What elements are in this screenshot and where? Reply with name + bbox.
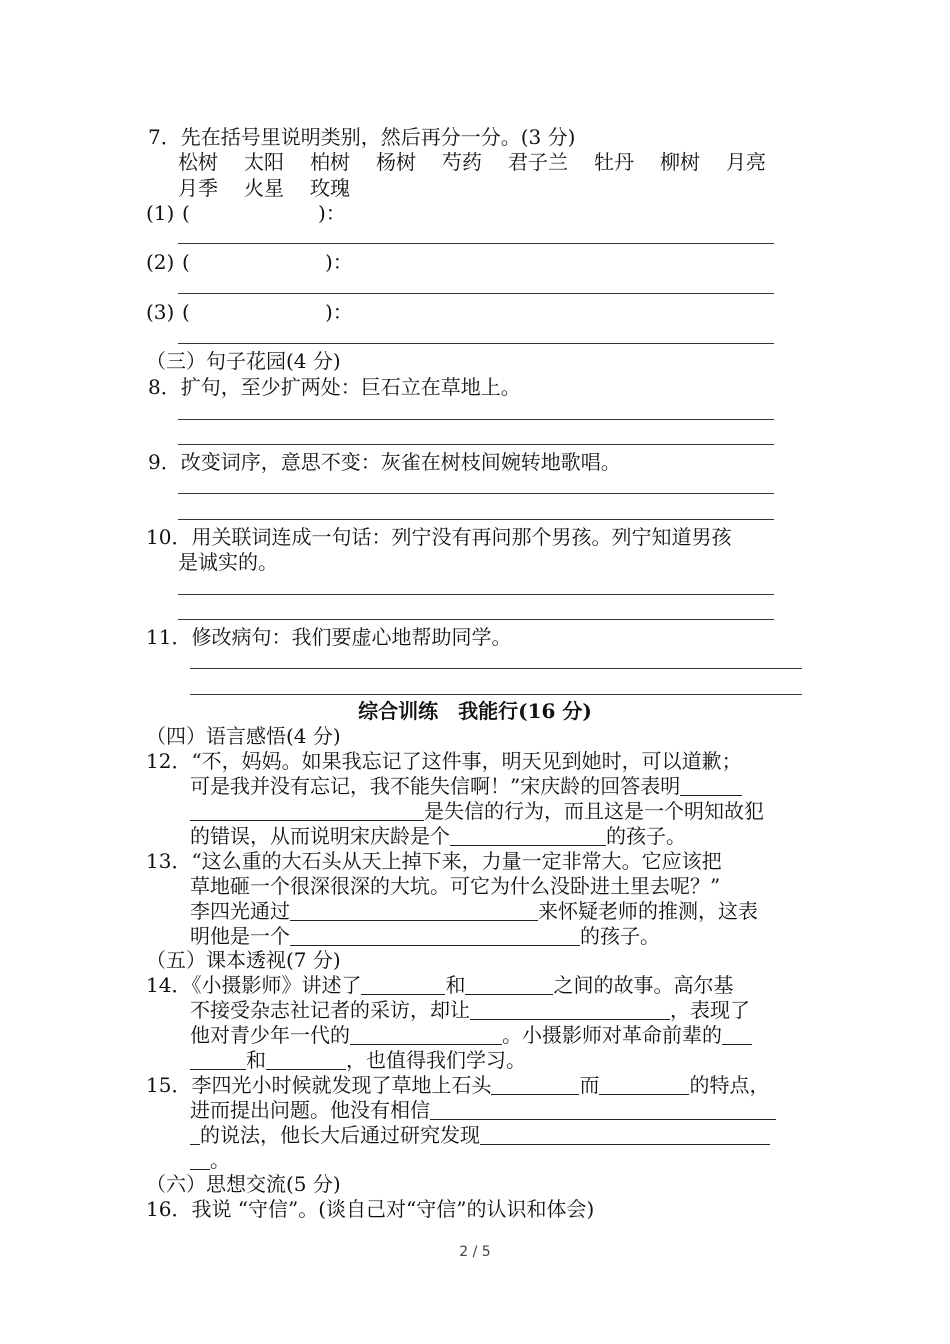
word: 杨树 xyxy=(376,150,416,174)
q12-line4a: 的错误，从而说明宋庆龄是个 xyxy=(190,824,450,848)
q12-line4b: 的孩子。 xyxy=(606,824,686,848)
fill-blank[interactable] xyxy=(190,1124,200,1145)
answer-line[interactable] xyxy=(178,293,774,294)
q14-line2a: 不接受杂志社记者的采访，却让 xyxy=(190,998,470,1022)
word: 芍药 xyxy=(442,150,482,174)
paren-close: )： xyxy=(325,250,353,274)
q12-line1: 12．“不，妈妈。如果我忘记了这件事，明天见到她时，可以道歉； xyxy=(146,749,742,773)
q15-line4 xyxy=(190,1147,230,1173)
q14-line4a: 和 xyxy=(246,1048,266,1072)
fill-blank[interactable] xyxy=(290,900,538,921)
answer-line[interactable] xyxy=(178,444,774,445)
q14-line2b: ，表现了 xyxy=(670,998,750,1022)
q12-line4 xyxy=(190,823,686,849)
q13-line3b: 来怀疑老师的推测，这表 xyxy=(538,899,758,923)
paren-close: )： xyxy=(318,201,346,225)
q8-text: 8．扩句，至少扩两处：巨石立在草地上。 xyxy=(148,375,521,399)
word: 太阳 xyxy=(244,150,284,174)
fill-blank[interactable] xyxy=(599,1074,689,1095)
q12-line2-text: 可是我并没有忘记，我不能失信啊！”宋庆龄的回答表明 xyxy=(190,774,681,798)
q7-words-row2 xyxy=(178,175,376,201)
answer-line[interactable] xyxy=(178,343,774,344)
word: 火星 xyxy=(244,176,284,200)
section-3-title: （三）句子花园(4 分) xyxy=(146,349,341,373)
q13-line4a: 明他是一个 xyxy=(190,924,290,948)
paren-open: ( xyxy=(182,250,190,274)
fill-blank[interactable] xyxy=(350,1024,502,1045)
q15-line1a: 15．李四光小时候就发现了草地上石头 xyxy=(146,1073,492,1097)
q14-line1 xyxy=(146,972,733,998)
page-number: 2 / 5 xyxy=(459,1244,491,1260)
section-6-title: （六）思想交流(5 分) xyxy=(146,1172,341,1196)
fill-blank[interactable] xyxy=(361,974,445,995)
q15-line1c: 的特点， xyxy=(689,1073,770,1097)
word: 玫瑰 xyxy=(310,176,350,200)
answer-line[interactable] xyxy=(178,419,774,420)
paren-open: ( xyxy=(182,201,190,225)
q14-line4 xyxy=(190,1047,526,1073)
fill-blank[interactable] xyxy=(680,775,742,796)
q7-sub3-label: (3) xyxy=(146,300,175,324)
q16-text: 16．我说 “守信”。(谈自己对“守信”的认识和体会) xyxy=(146,1197,595,1221)
fill-blank[interactable] xyxy=(465,974,553,995)
q15-line1 xyxy=(146,1072,769,1098)
answer-line[interactable] xyxy=(178,594,774,595)
q15-line3-text: 的说法，他长大后通过研究发现 xyxy=(200,1123,480,1147)
q13-line4b: 的孩子。 xyxy=(580,924,660,948)
q15-line4-text: 。 xyxy=(210,1148,230,1172)
paren-open: ( xyxy=(182,300,190,324)
word: 月季 xyxy=(178,176,218,200)
fill-blank[interactable] xyxy=(266,1049,346,1070)
q11-text: 11．修改病句：我们要虚心地帮助同学。 xyxy=(146,625,512,649)
q7-words-row1 xyxy=(178,149,792,175)
word: 柳树 xyxy=(660,150,700,174)
word: 柏树 xyxy=(310,150,350,174)
answer-line[interactable] xyxy=(178,619,774,620)
q14-line3b: 。小摄影师对革命前辈的 xyxy=(502,1023,722,1047)
q14-line1c: 之间的故事。高尔基 xyxy=(553,973,734,997)
fill-blank[interactable] xyxy=(190,1149,210,1170)
answer-line[interactable] xyxy=(178,493,774,494)
q12-line3-text: 是失信的行为，而且这是一个明知故犯 xyxy=(424,799,764,823)
fill-blank[interactable] xyxy=(480,1124,770,1145)
q7-sub1-label: (1) xyxy=(146,201,175,225)
fill-blank[interactable] xyxy=(290,925,580,946)
paren-close: )： xyxy=(325,300,353,324)
answer-line[interactable] xyxy=(178,519,774,520)
answer-line[interactable] xyxy=(190,694,802,695)
q15-line1b: 而 xyxy=(579,1073,600,1097)
answer-line[interactable] xyxy=(190,668,802,669)
q10-line2: 是诚实的。 xyxy=(178,550,278,574)
fill-blank[interactable] xyxy=(450,825,606,846)
section-4-title: （四）语言感悟(4 分) xyxy=(146,724,341,748)
q14-line1b: 和 xyxy=(445,973,466,997)
q13-line3a: 李四光通过 xyxy=(190,899,290,923)
q14-line4b: ，也值得我们学习。 xyxy=(346,1048,526,1072)
q14-line1a: 14．《小摄影师》讲述了 xyxy=(146,973,362,997)
q14-line2 xyxy=(190,997,750,1023)
answer-line[interactable] xyxy=(178,243,774,244)
q13-line3 xyxy=(190,898,758,924)
fill-blank[interactable] xyxy=(470,999,670,1020)
word: 松树 xyxy=(178,150,218,174)
fill-blank[interactable] xyxy=(722,1024,752,1045)
q7-sub2-label: (2) xyxy=(146,250,175,274)
q10-line1: 10．用关联词连成一句话：列宁没有再问那个男孩。列宁知道男孩 xyxy=(146,525,732,549)
q14-line3 xyxy=(190,1022,752,1048)
fill-blank[interactable] xyxy=(190,800,424,821)
q13-line1: 13．“这么重的大石头从天上掉下来，力量一定非常大。它应该把 xyxy=(146,849,722,873)
q15-line2-text: 进而提出问题。他没有相信 xyxy=(190,1098,430,1122)
fill-blank[interactable] xyxy=(491,1074,579,1095)
q15-line3 xyxy=(190,1122,770,1148)
section-title: 综合训练 我能行(16 分) xyxy=(358,699,592,723)
q7-title: 7．先在括号里说明类别，然后再分一分。(3 分) xyxy=(148,125,576,149)
word: 牡丹 xyxy=(594,150,634,174)
section-5-title: （五）课本透视(7 分) xyxy=(146,948,341,972)
word: 月亮 xyxy=(726,150,766,174)
fill-blank[interactable] xyxy=(430,1099,776,1120)
q9-text: 9．改变词序，意思不变：灰雀在树枝间婉转地歌唱。 xyxy=(148,450,621,474)
q13-line2: 草地砸一个很深很深的大坑。可它为什么没卧进土里去呢？” xyxy=(190,874,721,898)
fill-blank[interactable] xyxy=(190,1049,246,1070)
q14-line3a: 他对青少年一代的 xyxy=(190,1023,350,1047)
word: 君子兰 xyxy=(508,150,568,174)
q15-line2 xyxy=(190,1097,776,1123)
q12-line3 xyxy=(190,798,764,824)
q12-line2 xyxy=(190,773,742,799)
q13-line4 xyxy=(190,923,660,949)
